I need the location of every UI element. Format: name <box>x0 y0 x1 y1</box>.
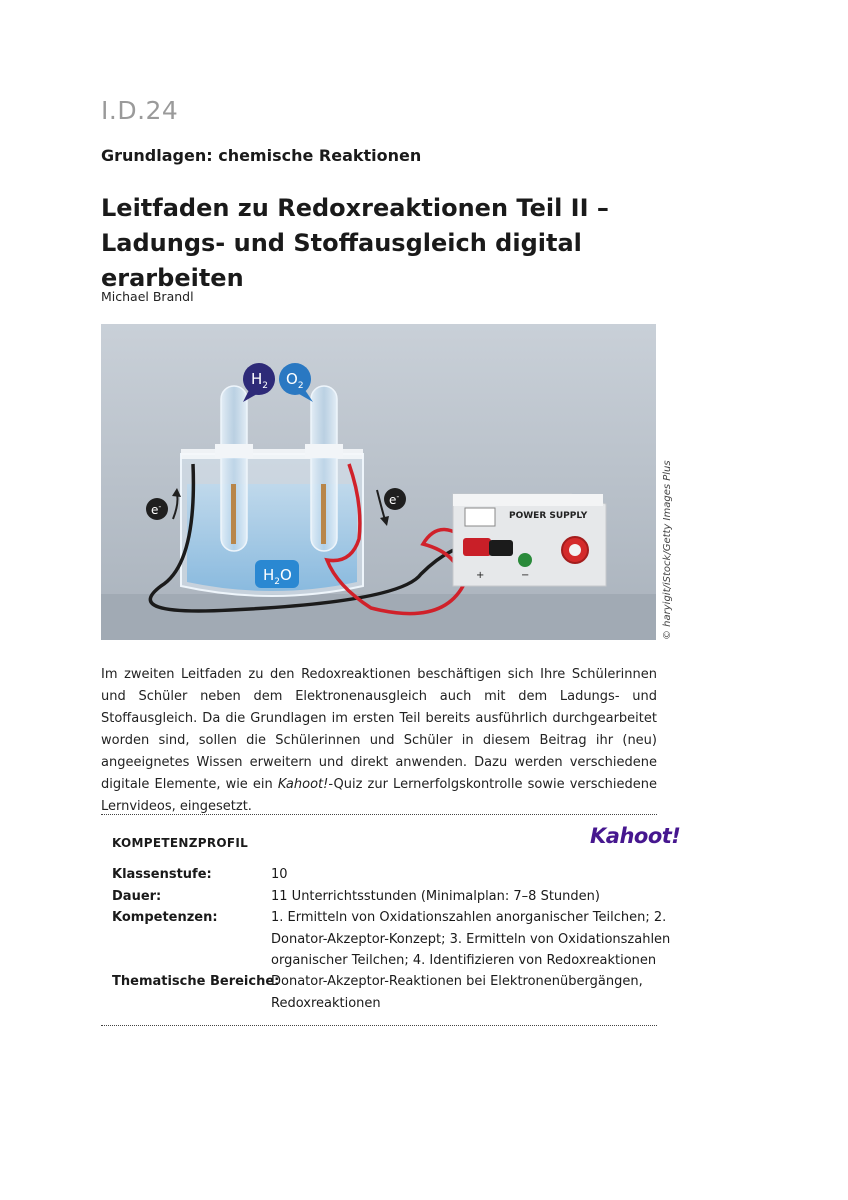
profile-value: 11 Unterrichtsstunden (Minimalplan: 7–8 Stunden) <box>271 889 600 904</box>
svg-text:O2: $O_2$ <box>286 370 304 391</box>
intro-paragraph: Im zweiten Leitfaden zu den Redoxreaktionen beschäftigen sich Ihre Schülerinnen und Schüler neben dem Elektronenausgleich auch mit dem Ladungs- und Stoffausgleich. Da die Grundlagen im ersten Teil bereits ausführlich durchgearbeitet worden sind, sollen die Schülerinnen und Schüler in diesem Beitrag ihr (neu) angeeignetes Wissen erweitern und direkt anwenden. Dazu werden verschiedene digitale Elemente, wie ein Kahoot!-Quiz zur Lernerfolgskontrolle sowie verschiedene Lernvideos, eingesetzt. <box>101 667 657 814</box>
photo-credit: © haryigit/iStock/Getty Images Plus <box>662 460 673 640</box>
svg-text:POWER SUPPLY: POWER SUPPLY <box>509 511 588 521</box>
profile-heading: KOMPETENZPROFIL <box>112 836 249 850</box>
test-tube-left <box>215 386 253 551</box>
water-label <box>255 560 299 588</box>
kahoot-logo: Kahoot! <box>590 824 681 848</box>
page-title <box>101 191 701 296</box>
test-tube-right <box>305 386 343 551</box>
electrolysis-photo <box>101 324 656 640</box>
svg-text:−: − <box>521 570 530 581</box>
profile-label: Dauer: <box>112 889 162 904</box>
profile-value: 10 <box>271 867 288 882</box>
svg-text:+: + <box>476 570 485 581</box>
divider-top <box>101 814 657 815</box>
title-line-2: Ladungs- und Stoffausgleich digital erarbeiten <box>101 229 582 292</box>
profile-value: 1. Ermitteln von Oxidationszahlen anorganischer Teilchen; 2. Donator-Akzeptor-Konzept; 3. Ermitteln von Oxidationszahlen organischer Teilchen; 4. Identifizieren von Redoxreaktionen <box>271 910 671 968</box>
profile-value: Donator-Akzeptor-Reaktionen bei Elektronenübergängen, Redoxreaktionen <box>271 974 643 1011</box>
section-title: Grundlagen: chemische Reaktionen <box>101 146 422 165</box>
unit-code: I.D.24 <box>101 96 179 125</box>
power-supply <box>453 494 606 586</box>
profile-label: Kompetenzen: <box>112 910 218 925</box>
author: Michael Brandl <box>101 289 194 304</box>
svg-text:e-: e- <box>389 492 400 507</box>
title-line-1: Leitfaden zu Redoxreaktionen Teil II – <box>101 194 609 222</box>
divider-bottom <box>101 1025 657 1026</box>
svg-text:H2: $H_2$ <box>251 370 269 391</box>
svg-text:e-: e- <box>151 502 162 517</box>
profile-label: Klassenstufe: <box>112 867 212 882</box>
profile-label: Thematische Bereiche: <box>112 974 280 989</box>
svg-text:H2O: $H_2O$ <box>263 566 292 587</box>
